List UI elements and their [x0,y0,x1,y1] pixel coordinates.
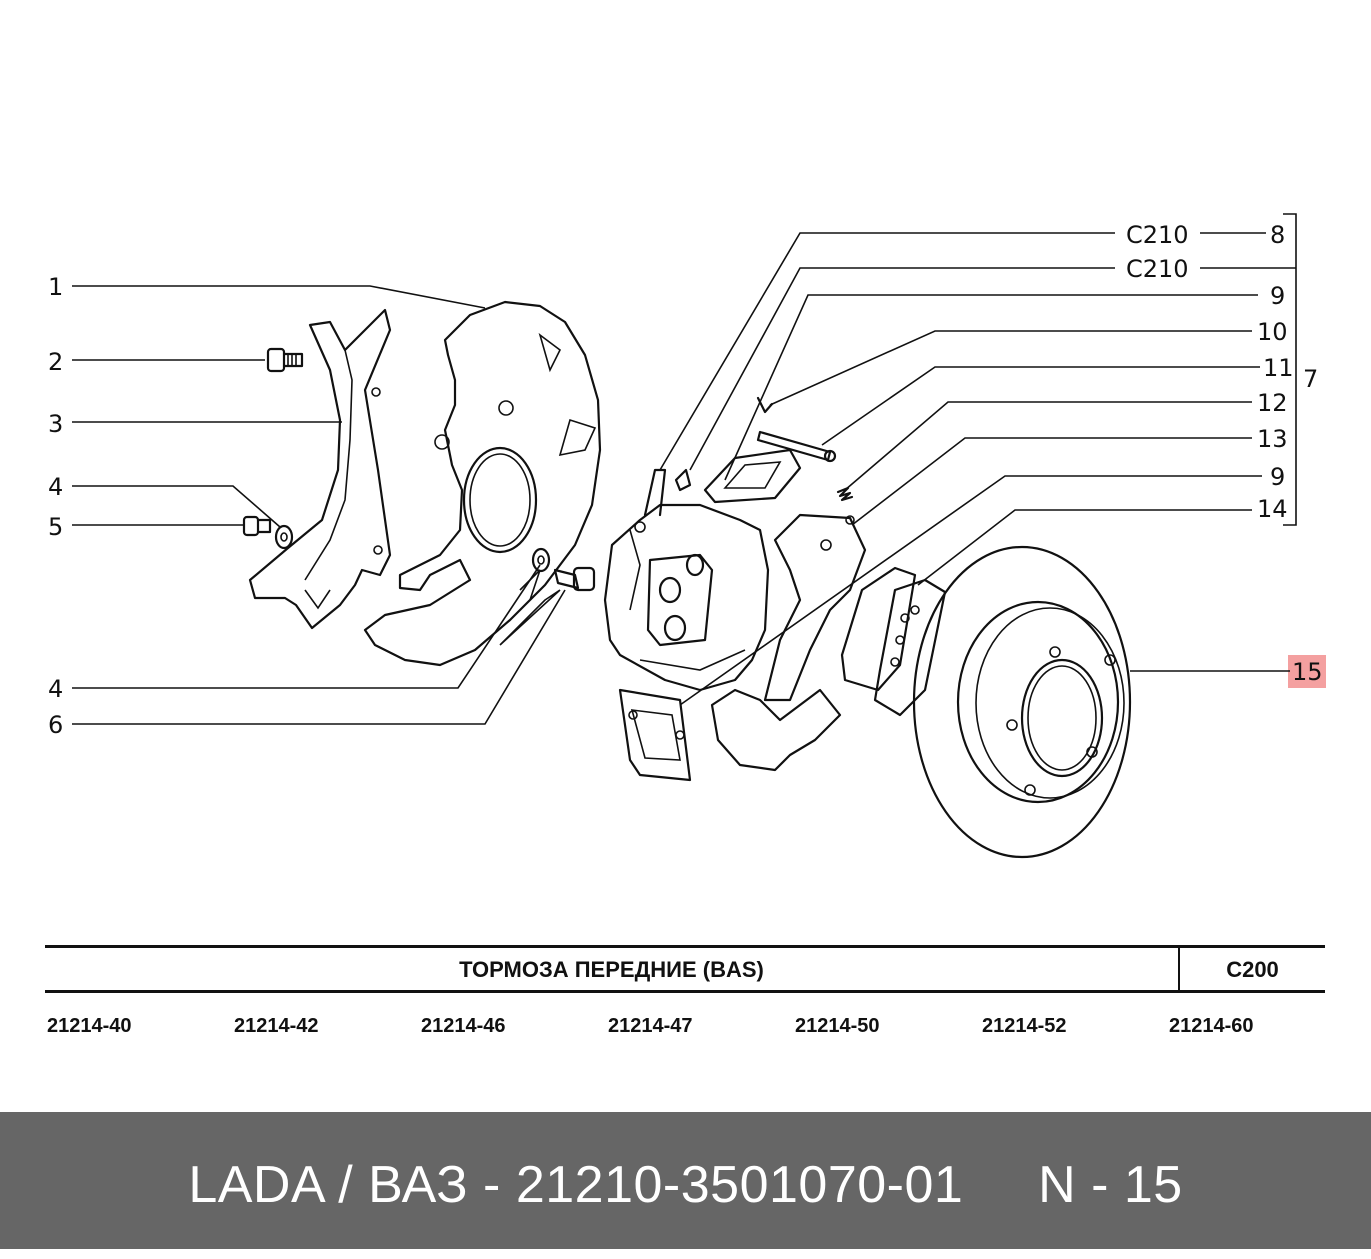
brake-disc-part-15 [914,547,1130,857]
callout-10: 10 [1257,318,1288,346]
model-list [47,1015,1327,1045]
model-code: 21214-46 [421,1015,506,1037]
gasket-part-9-upper [705,450,800,502]
callout-9-upper: 9 [1270,282,1286,310]
callout-6: 6 [48,711,64,739]
callout-15: 15 [1292,658,1323,686]
model-code: 21214-47 [608,1015,693,1037]
footer-bar [0,1112,1371,1249]
leader-10 [770,331,1252,405]
model-code: 21214-40 [47,1015,132,1037]
leader-c210-lower [690,268,1115,470]
callout-9-lower: 9 [1270,463,1286,491]
model-code: 21214-42 [234,1015,319,1037]
leader-14 [918,510,1252,585]
model-code: 21214-52 [982,1015,1067,1037]
callout-4-upper: 4 [48,473,64,501]
model-code: 21214-60 [1169,1015,1254,1037]
caliper-housing [605,470,768,690]
cylinder-part-13 [765,515,865,700]
leader-13 [852,438,1252,525]
group-code: C200 [1226,957,1279,982]
callout-13: 13 [1257,425,1288,453]
leader-4-upper [72,486,280,527]
brake-pads-part-14 [842,568,945,715]
bolt-part-6 [555,568,594,590]
diagram-title: ТОРМОЗА ПЕРЕДНИЕ (BAS) [45,948,1180,990]
leader-6 [72,590,565,724]
callout-14: 14 [1257,495,1288,523]
callout-12: 12 [1257,389,1288,417]
ref-c210-upper: C210 [1126,221,1189,249]
splash-shield-part-1 [365,302,600,665]
callout-3: 3 [48,410,64,438]
callout-1: 1 [48,273,64,301]
washer-part-4-upper [276,526,292,548]
leader-9-upper [725,295,1258,480]
ref-c210-lower: C210 [1126,255,1189,283]
spring-part-12 [838,488,852,500]
caliper-lower-part [712,690,840,770]
model-code: 21214-50 [795,1015,880,1037]
leader-1 [72,286,485,308]
footer-part-number: LADA / ВАЗ - 21210-3501070-01 N - 15 [188,1156,1183,1214]
callout-8: 8 [1270,221,1286,249]
callout-5: 5 [48,513,64,541]
leader-4-lower [72,565,540,688]
bolt-part-2 [268,349,302,371]
leader-11 [822,367,1260,445]
callout-4-lower: 4 [48,675,64,703]
title-block [45,945,1325,993]
callout-11: 11 [1263,354,1294,382]
bracket-part-3 [250,310,390,628]
bolt-part-5 [244,517,270,535]
gasket-part-9-lower [620,690,690,780]
callout-7: 7 [1303,365,1319,393]
callout-2: 2 [48,348,64,376]
clip-part-10 [758,398,772,412]
washer-part-4-lower [533,549,549,571]
